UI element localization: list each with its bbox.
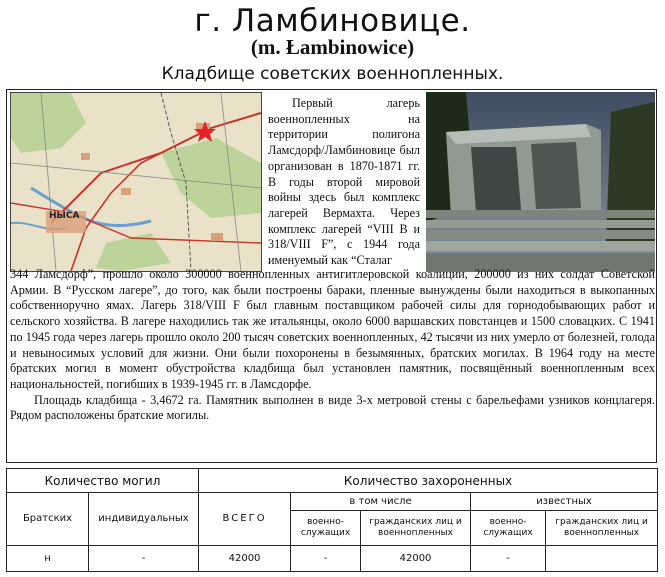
value-individual-graves: - bbox=[89, 545, 199, 571]
value-military-including: - bbox=[291, 545, 361, 571]
burials-header: Количество захороненных bbox=[199, 469, 658, 493]
col-military-including: военно-служащих bbox=[291, 511, 361, 545]
location-map bbox=[10, 92, 262, 272]
map-village bbox=[81, 153, 90, 160]
cemetery-heading: Кладбище советских военнопленных. bbox=[161, 64, 504, 84]
area-paragraph: Площадь кладбища - 3,4672 га. Памятник выполнен в виде 3-х метровой стены с барельефами узников концлагеря. Рядом расположены братские могилы. bbox=[10, 392, 655, 423]
page-subtitle: (m. Łambinowice) bbox=[250, 35, 415, 59]
history-paragraph: 344 Ламсдорф”, прошло около 300000 военнопленных антигитлеровской коалиции, 200000 из них солдат Советской Армии. В “Русском лагере”, до того, как были построены бараки, пленные вынуждены были находиться в выкопанных собственноручно ямах. Лагерь 318/VIII F был главным поставщиком рабочей силы для горнодобывающих работ и сельского хозяйства. В лагере находились так же итальянцы, около 6000 варшавских повстанцев и 1500 словацких. С 1941 по 1945 года через лагерь прошло около 200 тысяч советских военнопленных, 42 тысячи из них умерло от болезней, голода и невыносимых условий для жизни. Они были похоронены в безымянных, братских могилах. В 1964 году на месте братских могил в момент обустройства кладбища был установлен памятник, посвящённый военнопленным всех национальностей, погибших в 1939-1945 гг. в Ламсдорфе. bbox=[10, 267, 655, 391]
col-individual-graves: индивидуальных bbox=[89, 493, 199, 546]
value-military-known: - bbox=[471, 545, 546, 571]
col-mass-graves: Братских bbox=[7, 493, 89, 546]
page-title: г. Ламбиновице. bbox=[194, 3, 471, 39]
known-header: известных bbox=[471, 493, 658, 511]
burial-stats-table bbox=[6, 468, 658, 572]
value-total: 42000 bbox=[199, 545, 291, 571]
value-civil-known bbox=[546, 545, 658, 571]
map-village bbox=[211, 233, 223, 241]
col-military-known: военно-служащих bbox=[471, 511, 546, 545]
col-total: ВСЕГО bbox=[199, 493, 291, 546]
intro-paragraph: Первый лагерь военнопленных на территории полигона Ламсдорф/Ламбиновице был организован в 1870-1871 гг. В годы второй мировой войны здесь был комплекс лагерей Вермахта. Через комплекс лагерей “VIII B и 318/VIII F”, с 1944 года именуемый как “Сталаг bbox=[268, 96, 420, 268]
value-mass-graves: н bbox=[7, 545, 89, 571]
monument-relief bbox=[531, 142, 581, 209]
monument-photo bbox=[426, 92, 655, 272]
col-civil-known: гражданских лиц и военнопленных bbox=[546, 511, 658, 545]
value-civil-including: 42000 bbox=[361, 545, 471, 571]
map-town-label: НЫСА bbox=[49, 211, 80, 221]
map-village bbox=[121, 188, 131, 195]
monument-relief bbox=[471, 147, 521, 212]
col-civil-including: гражданских лиц и военнопленных bbox=[361, 511, 471, 545]
map-graphic bbox=[11, 93, 261, 271]
including-header: в том числе bbox=[291, 493, 471, 511]
graves-header: Количество могил bbox=[7, 469, 199, 493]
photo-graphic bbox=[426, 92, 655, 272]
history-text bbox=[10, 267, 655, 424]
